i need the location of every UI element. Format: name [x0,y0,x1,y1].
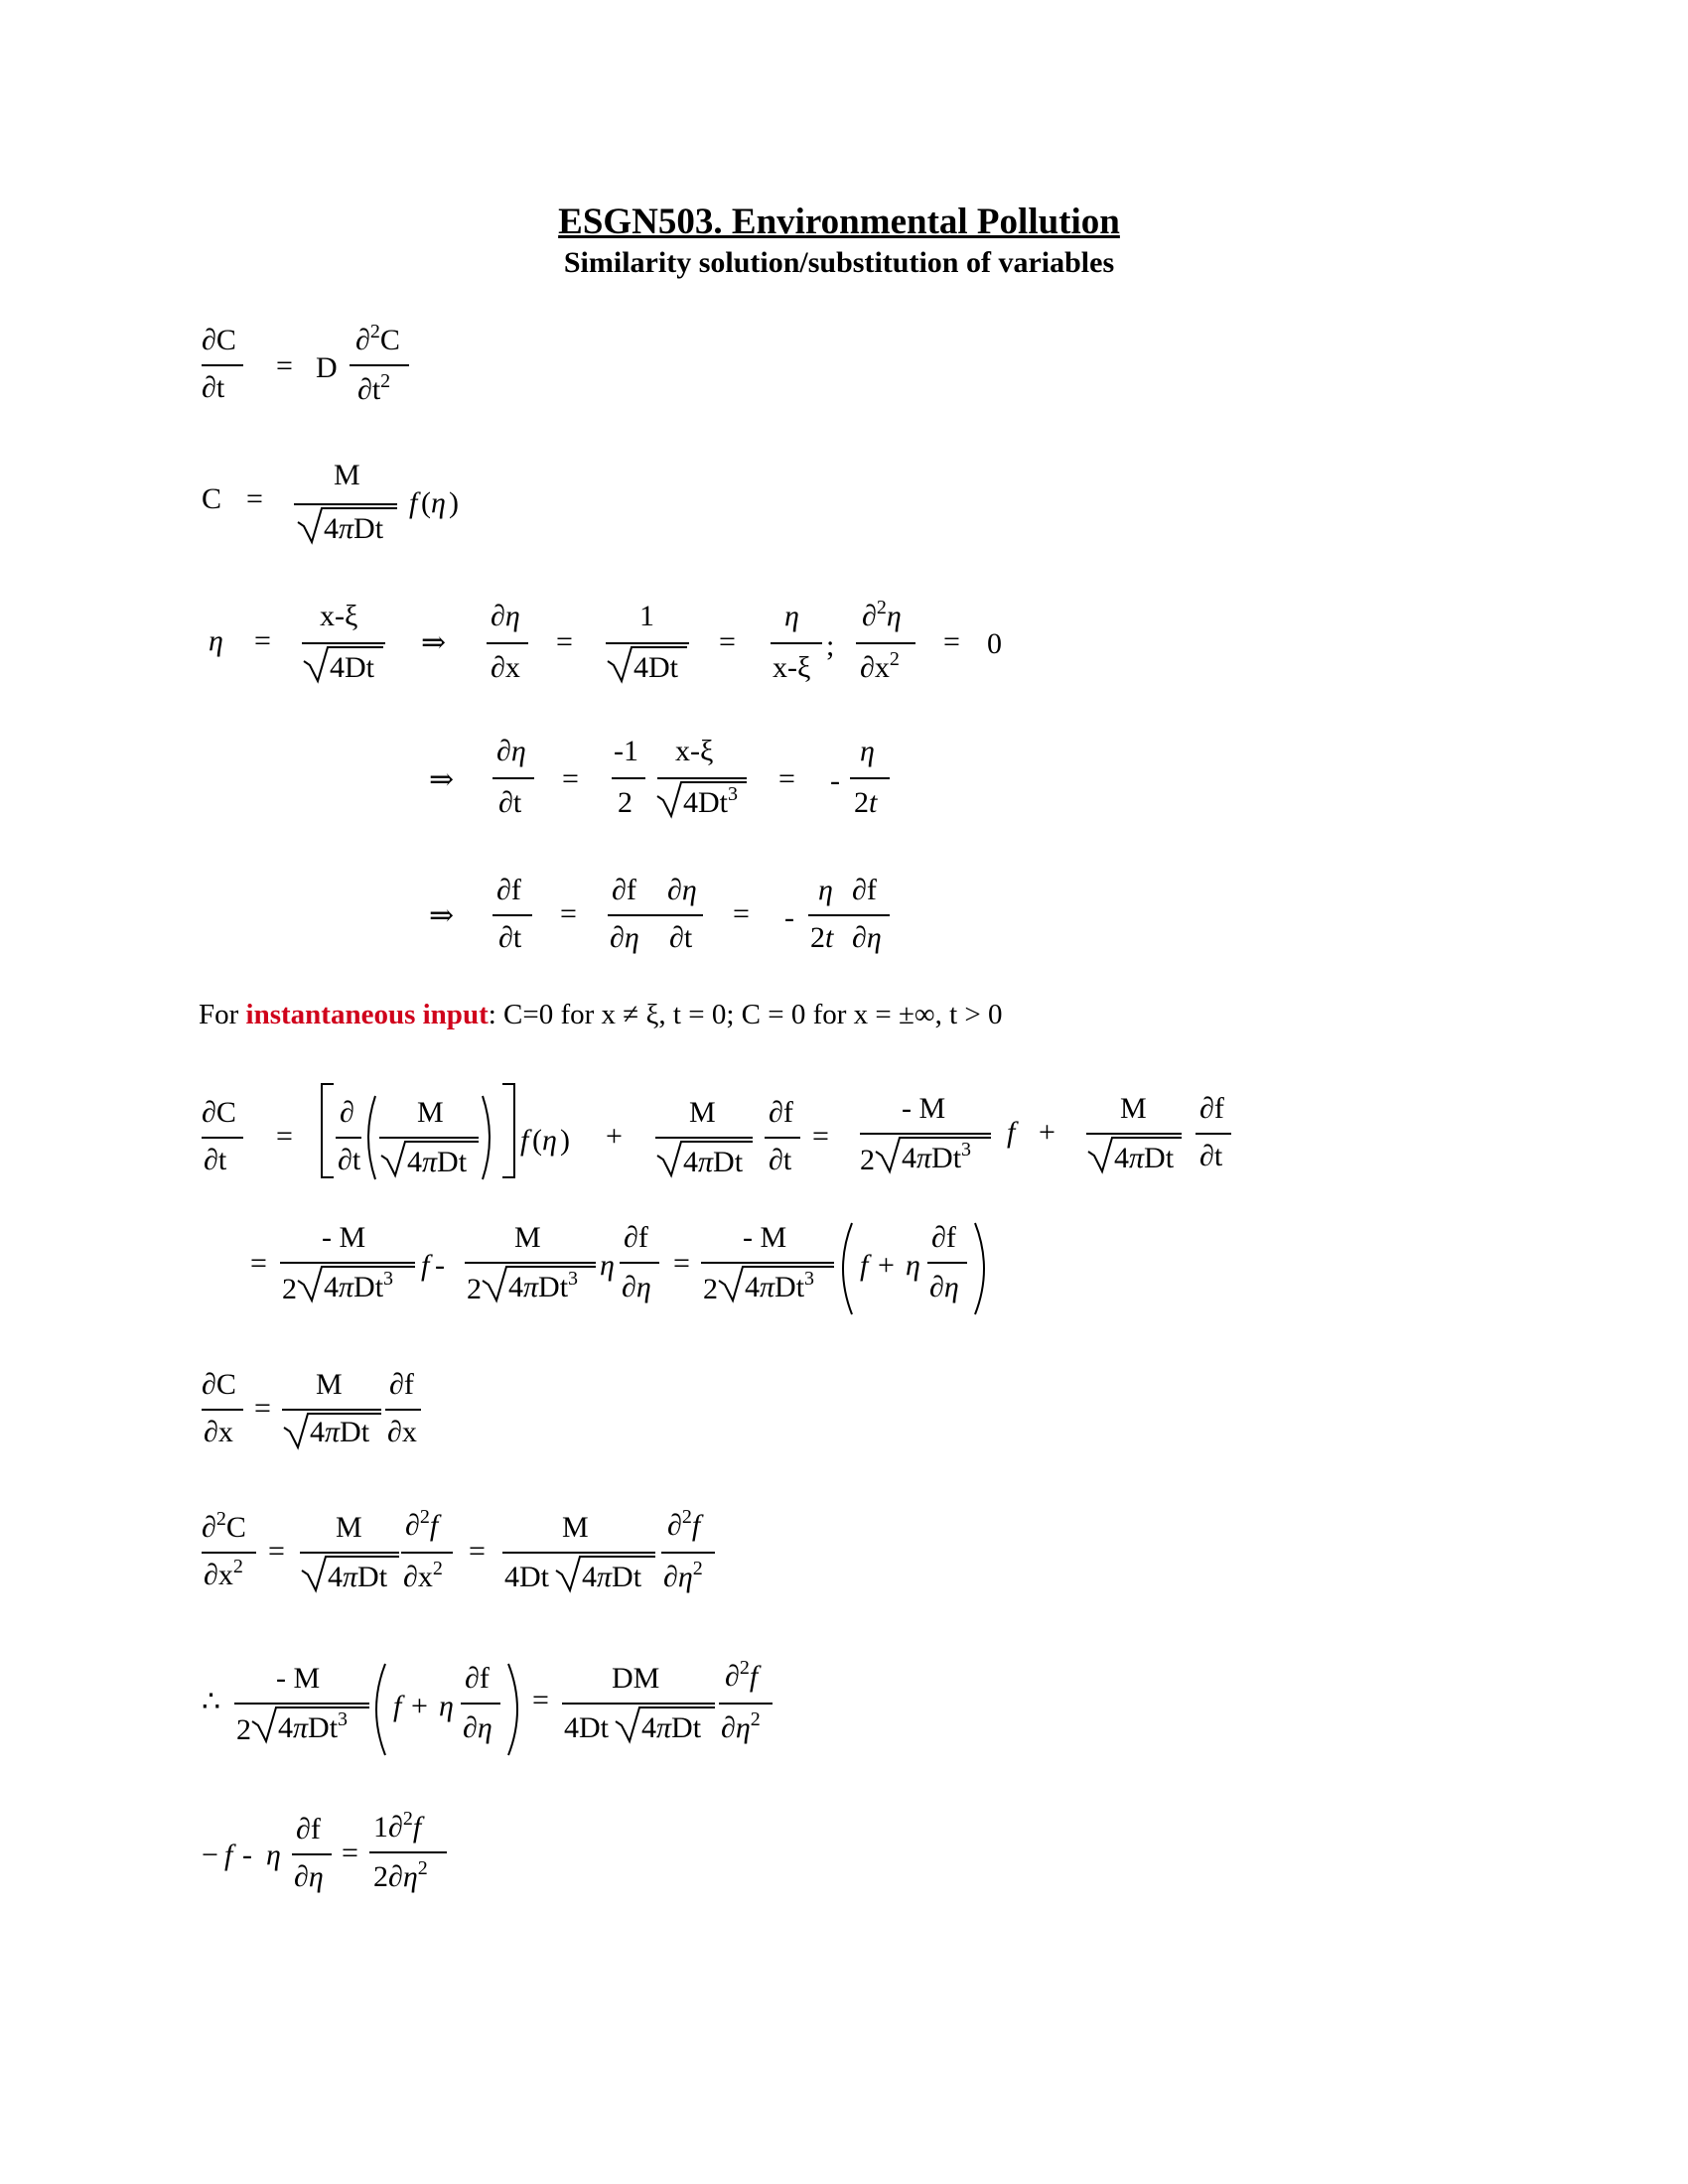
svg-text:D: D [316,351,338,384]
svg-text:=: = [268,1535,285,1568]
svg-text:∂2η: ∂$^2$η [862,597,902,632]
svg-text:∂x: ∂x [204,1416,233,1448]
svg-text:∂t2: $\partial t^2$ [357,370,391,406]
svg-text:=: = [246,482,263,515]
svg-text:-: - [435,1249,445,1282]
equation-time-derivative-simplified [250,1221,984,1314]
svg-text:+: + [1039,1116,1055,1149]
svg-text:f: f [520,1124,529,1157]
svg-text:M: M [417,1096,444,1129]
svg-text:∂η: ∂η [496,735,526,767]
svg-text:- M: - M [322,1221,366,1254]
svg-text:-: - [784,901,794,934]
svg-text:=: = [469,1535,486,1568]
svg-text:∂x: ∂x [387,1416,417,1448]
svg-text:M: M [689,1096,716,1129]
svg-text:=: = [276,1120,293,1153]
svg-text:4Dt: 4Dt [633,651,678,684]
svg-text:∂f: ∂f [931,1221,956,1254]
svg-text:4Dt3: 4Dt$^3$ [683,783,738,819]
svg-text:∂f: ∂f [852,874,877,906]
equation-chain-rule [429,874,890,954]
equation-combined [202,1657,773,1755]
svg-text:f: f [393,1690,402,1722]
svg-text:4Dt: 4Dt [504,1561,549,1593]
svg-text:=: = [250,1247,267,1280]
svg-text:=: = [556,625,573,658]
svg-text:4πDt: 4πDt [1114,1142,1175,1174]
svg-text:∂2C: ∂$^2$C [355,321,400,356]
svg-text:x-ξ: x-ξ [320,600,358,632]
conditions-prefix: For [199,999,246,1030]
svg-text:;: ; [826,629,835,662]
svg-text:=: = [719,625,736,658]
svg-text:∂η: ∂η [463,1711,492,1744]
svg-text:4πDt: 4πDt [328,1561,388,1593]
svg-text:- M: - M [276,1662,321,1695]
svg-text:-: - [830,764,840,797]
svg-text:η: η [600,1249,615,1282]
svg-text:=: = [673,1247,690,1280]
equation-eta-definition [209,597,1002,684]
svg-text:∂C: ∂C [202,324,236,356]
svg-text:4πDt3: 4πDt$^3$ [902,1139,972,1174]
svg-text:⇒: ⇒ [421,626,447,659]
svg-text:=: = [560,897,577,930]
svg-text:∂f: ∂f [769,1096,793,1129]
svg-text:2: 2 [282,1273,297,1305]
svg-text:∂η2: $\partial\eta^2$ [721,1708,761,1744]
svg-text:∂x2: $\partial x^2$ [403,1558,443,1593]
svg-text:4πDt3: 4πDt$^3$ [324,1268,394,1303]
svg-text:(: ( [532,1124,542,1157]
svg-text:C: C [202,482,222,515]
svg-text:2t: 2t [854,786,878,819]
svg-text:∂η2: $\partial\eta^2$ [663,1558,703,1593]
svg-text:∂η: ∂η [622,1271,651,1303]
svg-text:∂f: ∂f [389,1368,414,1401]
svg-text:∂C: ∂C [202,1096,236,1129]
svg-text:η: η [266,1839,281,1871]
svg-text:1: 1 [639,600,654,632]
svg-text:∂f: ∂f [1199,1092,1224,1125]
svg-text:η: η [542,1124,557,1157]
equation-space-derivative [202,1368,421,1448]
svg-text:f: f [1007,1116,1016,1149]
svg-text:f: f [224,1839,233,1871]
svg-text:∂η: ∂η [294,1860,324,1893]
svg-text:M: M [1120,1092,1147,1125]
svg-text:∂C: ∂C [202,1368,236,1401]
svg-text:∂η: ∂η [929,1271,959,1303]
svg-text:x-ξ: x-ξ [773,651,811,684]
svg-text:∂t: ∂t [204,1144,227,1176]
svg-text:∂x: ∂x [491,651,520,684]
equation-time-derivative [202,1084,1231,1179]
svg-text:4πDt3: 4πDt$^3$ [508,1268,579,1303]
svg-text:f: f [421,1249,430,1282]
svg-text:−: − [202,1839,218,1871]
svg-text:DM: DM [612,1662,660,1695]
document-title: ESGN503. Environmental Pollution [558,202,1120,242]
svg-text:∂2C: ∂$^2$C [202,1508,246,1544]
svg-text:∂t: ∂t [669,921,693,954]
svg-text:4πDt: 4πDt [683,1146,744,1178]
svg-text:=: = [733,897,750,930]
equation-diffusion [202,321,409,406]
svg-text:∂t: ∂t [498,786,522,819]
svg-text:∂t: ∂t [769,1144,792,1176]
svg-text:- M: - M [902,1092,946,1125]
svg-text:+: + [411,1690,428,1722]
svg-text:- M: - M [743,1221,787,1254]
equation-eta-time-derivative [429,735,890,819]
svg-text:∂x2: $\partial x^2$ [860,648,900,684]
svg-text:=: = [778,762,795,795]
svg-text:∂f: ∂f [612,874,636,906]
conditions-colon: : [488,999,496,1030]
svg-text:2: 2 [236,1713,251,1746]
svg-text:+: + [878,1249,895,1282]
svg-text:0: 0 [987,627,1002,660]
svg-text:f: f [409,486,418,519]
svg-text:4πDt: 4πDt [310,1416,370,1448]
svg-text:f: f [860,1249,869,1282]
svg-text:∂t: ∂t [498,921,522,954]
equation-second-space-derivative [202,1506,715,1593]
svg-text:2∂η2: $2\partial\eta^2$ [373,1857,428,1893]
svg-text:∂: ∂ [340,1096,354,1129]
svg-text:-: - [242,1839,252,1871]
svg-text:∂η: ∂η [852,921,882,954]
svg-text:=: = [254,624,271,657]
svg-text:∂2f: ∂$^2$f [405,1506,439,1542]
svg-text:∂f: ∂f [296,1813,321,1845]
svg-text:2t: 2t [810,921,834,954]
svg-text:2: 2 [860,1144,875,1176]
svg-text:∴: ∴ [202,1686,221,1718]
svg-text:=: = [562,762,579,795]
svg-text:4πDt: 4πDt [582,1561,642,1593]
svg-text:=: = [943,625,960,658]
svg-text:M: M [514,1221,541,1254]
svg-text:M: M [562,1511,589,1544]
svg-text:2: 2 [467,1273,482,1305]
conditions-text: C=0 for x ≠ ξ, t = 0; C = 0 for x = ±∞, t > 0 [495,999,1003,1030]
svg-text:η: η [818,874,833,906]
document-subtitle: Similarity solution/substitution of variables [563,246,1115,279]
svg-text:∂x2: $\partial x^2$ [204,1556,243,1591]
svg-text:4πDt3: 4πDt$^3$ [278,1708,349,1744]
svg-text:=: = [254,1392,271,1425]
svg-text:=: = [276,349,293,382]
svg-text:): ) [449,486,459,519]
svg-text:∂2f: ∂$^2$f [667,1506,701,1542]
svg-text:η: η [860,735,875,767]
svg-text:4πDt: 4πDt [407,1146,468,1178]
instantaneous-input-label: instantaneous input [245,999,489,1030]
svg-text:∂f: ∂f [465,1662,490,1695]
svg-text:∂2f: ∂$^2$f [725,1657,759,1693]
svg-text:∂η: ∂η [667,874,697,906]
svg-text:∂η: ∂η [610,921,639,954]
equation-concentration [202,459,459,545]
svg-text:∂t: ∂t [1199,1140,1223,1172]
svg-text:+: + [606,1120,623,1153]
svg-text:4Dt: 4Dt [564,1711,609,1744]
svg-text:4πDt3: 4πDt$^3$ [745,1268,815,1303]
svg-text:η: η [209,624,223,657]
svg-text:): ) [560,1124,570,1157]
svg-text:η: η [439,1690,454,1722]
svg-text:⇒: ⇒ [429,899,455,932]
equation-ode [202,1808,447,1893]
svg-text:x-ξ: x-ξ [675,735,714,767]
svg-text:M: M [334,459,360,491]
svg-text:M: M [336,1511,362,1544]
svg-text:4πDt: 4πDt [641,1711,702,1744]
svg-text:η: η [906,1249,920,1282]
svg-text:4Dt: 4Dt [330,651,374,684]
svg-text:∂t: ∂t [202,371,225,404]
svg-text:M: M [316,1368,343,1401]
svg-text:∂t: ∂t [338,1144,361,1176]
svg-text:∂η: ∂η [491,600,520,632]
svg-text:(: ( [421,486,431,519]
svg-text:-1: -1 [614,735,638,767]
svg-text:η: η [431,486,446,519]
svg-text:2: 2 [703,1273,718,1305]
svg-text:∂f: ∂f [496,874,521,906]
svg-text:=: = [532,1684,549,1716]
svg-text:=: = [342,1837,358,1869]
svg-text:2: 2 [618,786,633,819]
svg-text:⇒: ⇒ [429,763,455,796]
svg-text:η: η [784,600,799,632]
svg-text:∂f: ∂f [624,1221,648,1254]
svg-text:1∂2f: 1∂$^2$f [373,1808,422,1843]
svg-text:4πDt: 4πDt [324,512,384,545]
svg-text:=: = [812,1120,829,1153]
